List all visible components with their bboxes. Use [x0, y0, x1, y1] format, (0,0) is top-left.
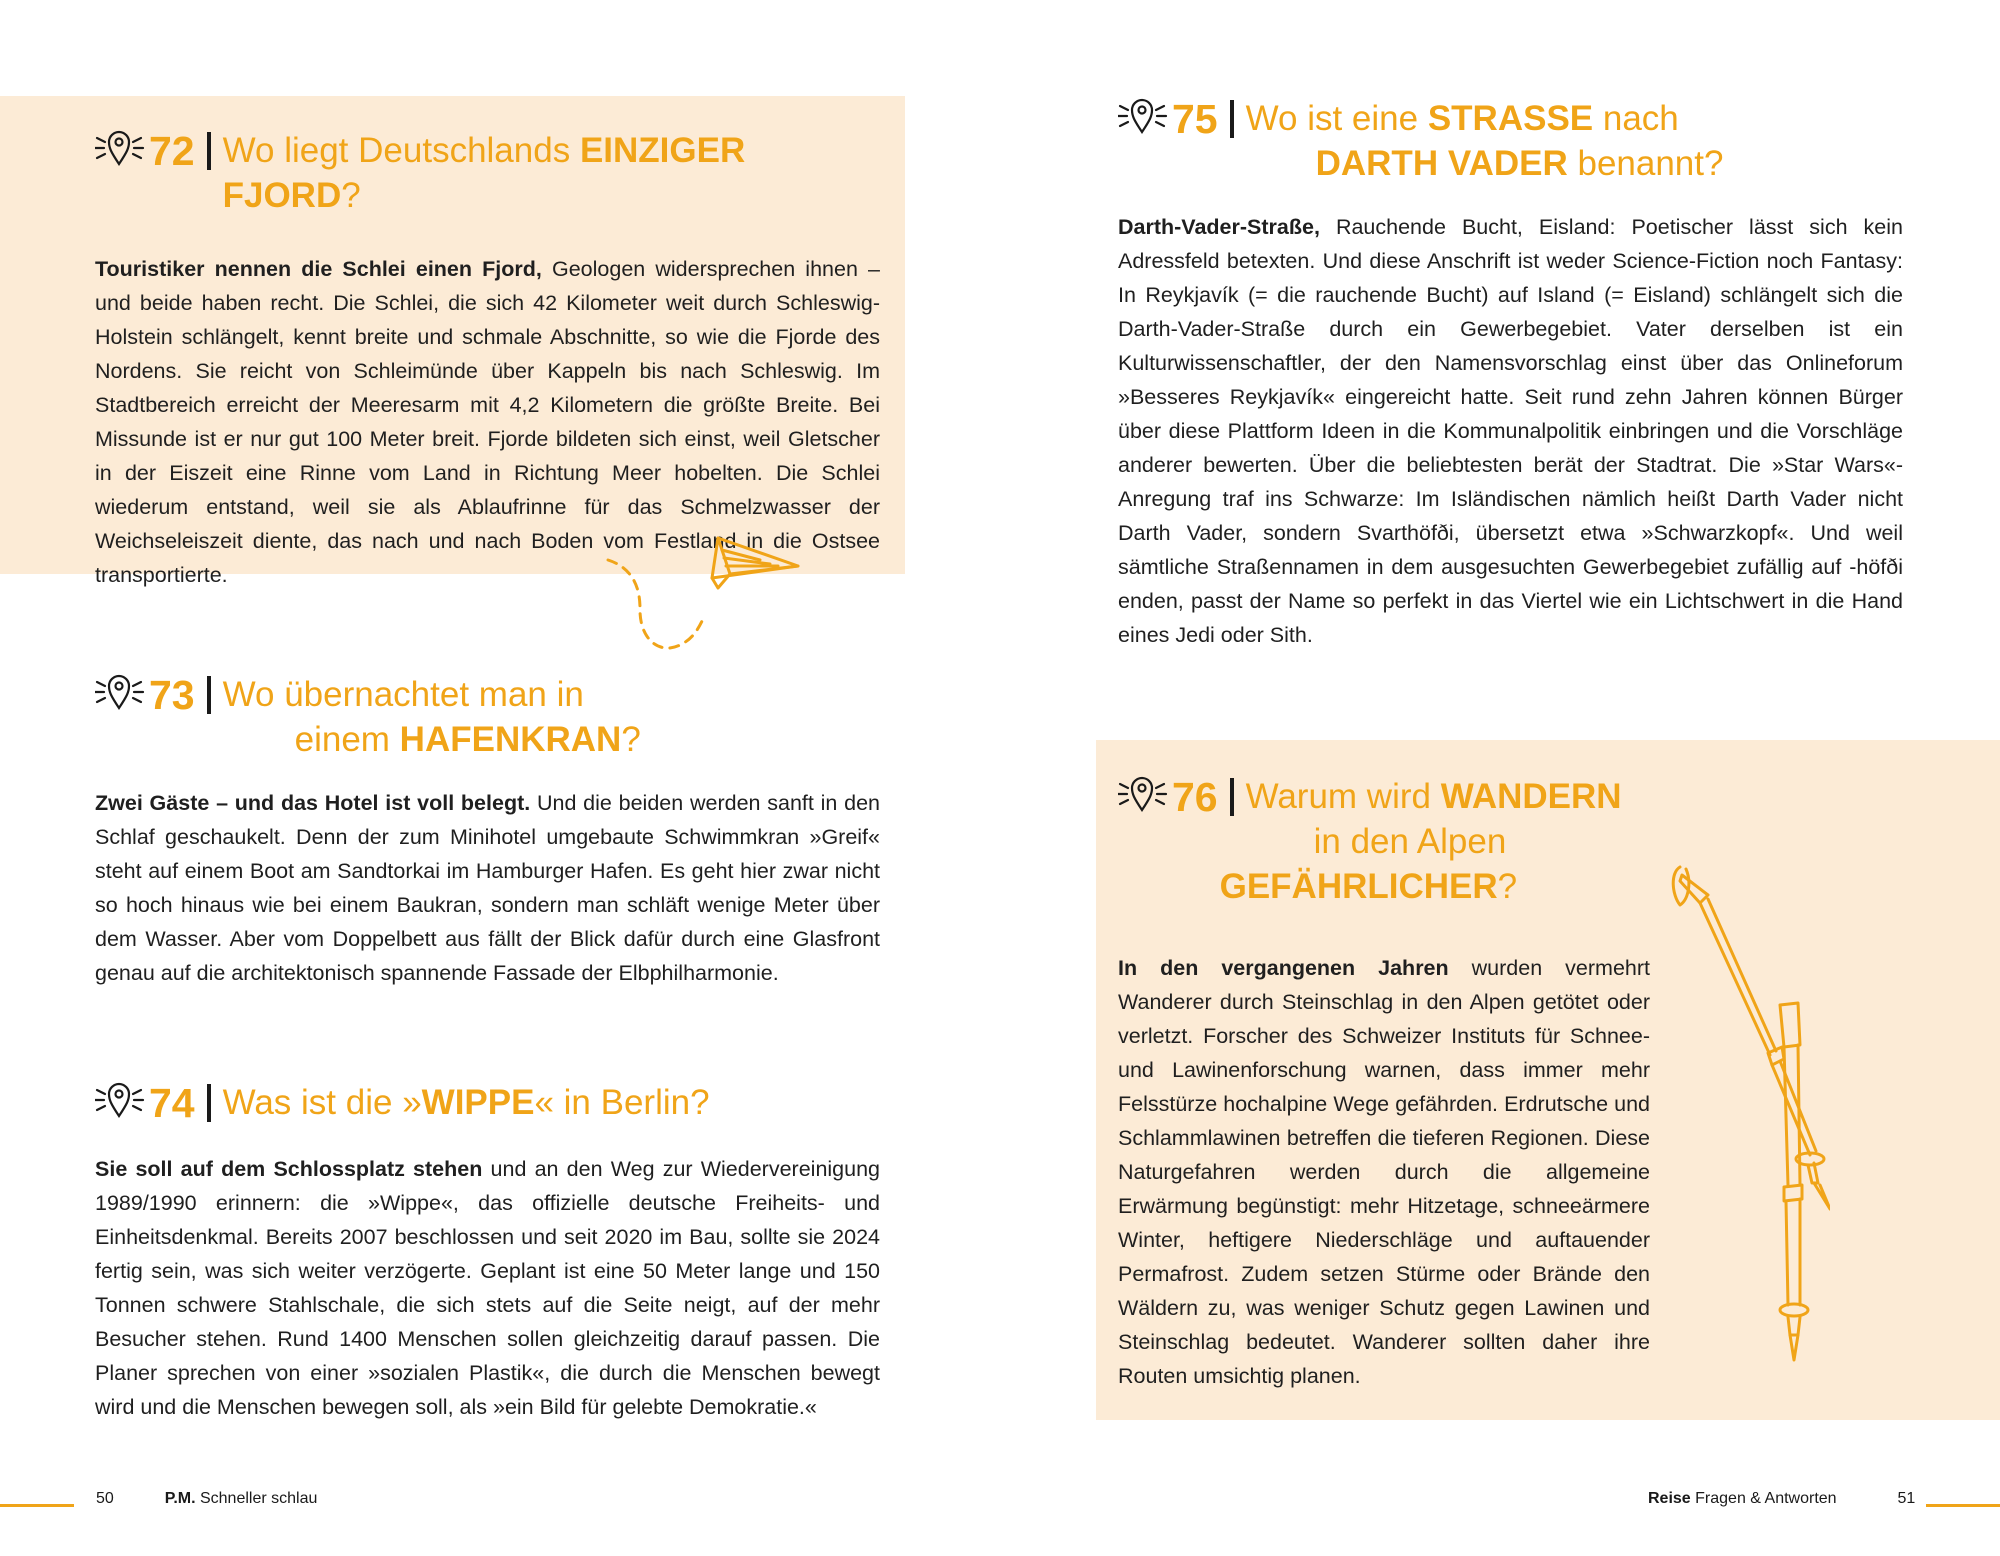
title-text: Wo ist eine [1245, 99, 1428, 138]
answer-lead: Touristiker nennen die Schlei einen Fjord, [95, 257, 542, 281]
question-75-number: 75 [1172, 96, 1218, 142]
footer-left [96, 1490, 317, 1508]
title-text: benannt? [1567, 144, 1724, 183]
footer-right [1648, 1490, 1915, 1508]
question-72-title [223, 128, 880, 218]
question-72-heading [95, 128, 880, 218]
title-emphasis: WANDERN [1440, 777, 1622, 816]
title-text: Warum wird [1245, 777, 1441, 816]
footer-rule [0, 1504, 74, 1507]
question-75 [1118, 96, 1903, 652]
title-text: einem [294, 720, 400, 759]
question-75-answer [1118, 210, 1903, 652]
heading-divider [1230, 778, 1234, 816]
hiking-poles-icon [1660, 855, 1830, 1365]
answer-text: wurden vermehrt Wanderer durch Steinschlag in den Alpen getötet oder verletzt. Forscher des Schweizer Instituts für Schnee- und Lawinenforschung warnen, dass immer mehr Felsstürze hochalpine Wege gefährden. Erdrutsche und Schlammlawinen betreffen die tieferen Regionen. Diese Naturgefahren werden durch die allgemeine Erwärmung begünstigt: mehr Hitzetage, schneeärmere Winter, heftigere Niederschläge und auftauender Permafrost. Zudem setzen Stürme oder Brände den Wäldern zu, was weniger Schutz gegen Lawinen und Steinschlag bedeutet. Wanderer sollten daher ihre Routen umsichtig planen. [1118, 956, 1650, 1388]
paper-plane-icon [600, 530, 810, 660]
question-74-title [223, 1080, 710, 1125]
page-number: 50 [96, 1490, 114, 1507]
question-76-number: 76 [1172, 774, 1218, 820]
answer-text: Rauchende Bucht, Eisland: Poetischer lässt sich kein Adressfeld betexten. Und diese Anschrift ist weder Science-Fiction noch Fantasy: In Reykjavík (= die rauchende Bucht) auf Island (= Eisland) schlängelt sich die Darth-Vader-Straße durch ein Gewerbegebiet. Vater derselben ist ein Kulturwissenschaftler, der den Namensvorschlag einst über das Onlineforum »Besseres Reykjavík« eingereicht hatte. Seit rund zehn Jahren können Bürger über diese Plattform Ideen in die Kommunalpolitik einbringen und die Vorschläge anderer bewerten. Über die beliebtesten berät der Stadtrat. Die »Star Wars«-Anregung traf ins Schwarze: Im Isländischen nämlich heißt Darth Vader nicht Darth Vader, sondern Svarthöfði, übersetzt etwa »Schwarzkopf«. Und weil sämtliche Straßennamen in dem ausgesuchten Gewerbegebiet zufällig auf -höfði enden, passt der Name so perfekt in das Viertel wie ein Lichtschwert in die Hand eines Jedi oder Sith. [1118, 215, 1903, 647]
footer-section-title: Fragen & Antworten [1695, 1490, 1837, 1507]
location-pin-icon [1118, 96, 1170, 140]
location-pin-icon [95, 672, 147, 716]
heading-divider [1230, 100, 1234, 138]
question-76-answer [1118, 951, 1650, 1393]
question-76-title [1219, 774, 1622, 909]
question-73-heading [95, 672, 880, 762]
heading-divider [207, 1084, 211, 1122]
footer-section: Reise [1648, 1490, 1691, 1507]
title-emphasis: HAFENKRAN [399, 720, 622, 759]
heading-divider [207, 676, 211, 714]
right-page [1000, 0, 2000, 1556]
location-pin-icon [95, 128, 147, 172]
title-emphasis: EINZIGER FJORD [222, 131, 746, 215]
question-72 [95, 128, 880, 592]
title-emphasis: DARTH VADER [1315, 144, 1568, 183]
question-74-answer [95, 1152, 880, 1424]
question-74-number: 74 [149, 1080, 195, 1126]
answer-text: Geologen widersprechen ihnen – und beide haben recht. Die Schlei, die sich 42 Kilometer weit durch Schleswig-Holstein schlängelt, kennt breite und schmale Abschnitte, so wie die Fjorde des Nordens. Sie reicht von Schleimünde über Kappeln bis nach Schleswig. Im Stadtbereich erreicht der Meeresarm mit 4,2 Kilometern die größte Breite. Bei Missunde ist er nur gut 100 Meter breit. Fjorde bildeten sich einst, weil Gletscher in der Eiszeit eine Rinne vom Land in Richtung Meer hobelten. Die Schlei wiederum entstand, weil sie als Ablaufrinne für das Schmelzwasser der Weichseleiszeit diente, das nach und nach Boden vom Festland in die Ostsee transportierte. [95, 257, 880, 587]
answer-lead: In den vergangenen Jahren [1118, 956, 1449, 980]
footer-book-title: Schneller schlau [199, 1490, 318, 1507]
question-75-heading [1118, 96, 1903, 186]
title-text: ? [621, 720, 641, 759]
question-73-number: 73 [149, 672, 195, 718]
title-text: ? [1497, 867, 1518, 906]
title-text: Was ist die » [222, 1083, 422, 1122]
location-pin-icon [95, 1080, 147, 1124]
title-emphasis: STRASSE [1427, 99, 1594, 138]
heading-divider [207, 132, 211, 170]
title-emphasis: WIPPE [421, 1083, 535, 1122]
question-73 [95, 672, 880, 990]
question-73-title [223, 672, 641, 762]
answer-text: Und die beiden werden sanft in den Schlaf geschaukelt. Denn der zum Minihotel umgebaute Schwimmkran »Greif« steht auf einem Boot am Sandtorkai im Hamburger Hafen. Es geht hier zwar nicht so hoch hinaus wie bei einem Baukran, sondern man schläft wenige Meter über dem Wasser. Aber vom Doppelbett aus fällt der Blick dafür durch eine Glasfront genau auf die architektonisch spannende Fassade der Elbphilharmonie. [95, 791, 880, 985]
page-number: 51 [1897, 1490, 1916, 1507]
title-text: Wo liegt Deutschlands [222, 131, 580, 170]
question-75-title [1246, 96, 1724, 186]
location-pin-icon [1118, 774, 1170, 818]
answer-text: und an den Weg zur Wiedervereinigung 1989/1990 erinnern: die »Wippe«, das offizielle deutsche Freiheits- und Einheitsdenkmal. Bereits 2007 beschlossen und seit 2020 im Bau, sollte sie 2024 fertig sein, was sich weiter verzögerte. Geplant ist eine 50 Meter lange und 150 Tonnen schwere Stahlschale, die sich stets auf die Seite neigt, auf der mehr Besucher stehen. Rund 1400 Menschen sollen gleichzeitig darauf passen. Die Planer sprechen von einer »sozialen Plastik«, die durch die Menschen bewegt wird und die Menschen bewegen soll, als »ein Bild für gelebte Demokratie.« [95, 1157, 881, 1419]
title-text: nach [1593, 99, 1679, 138]
question-74-heading [95, 1080, 880, 1126]
title-text: in den Alpen [1313, 822, 1507, 861]
title-text: « in Berlin? [534, 1083, 710, 1122]
footer-brand: P.M. [164, 1490, 196, 1507]
title-emphasis: GEFÄHRLICHER [1219, 867, 1498, 906]
footer-rule [1926, 1504, 2000, 1507]
title-text: ? [341, 176, 361, 215]
title-text: Wo übernachtet man in [222, 675, 584, 714]
question-73-answer [95, 786, 880, 990]
question-74 [95, 1080, 880, 1424]
question-72-number: 72 [149, 128, 195, 174]
answer-lead: Sie soll auf dem Schlossplatz stehen [95, 1157, 483, 1181]
answer-lead: Zwei Gäste – und das Hotel ist voll belegt. [95, 791, 531, 815]
answer-lead: Darth-Vader-Straße, [1118, 215, 1320, 239]
